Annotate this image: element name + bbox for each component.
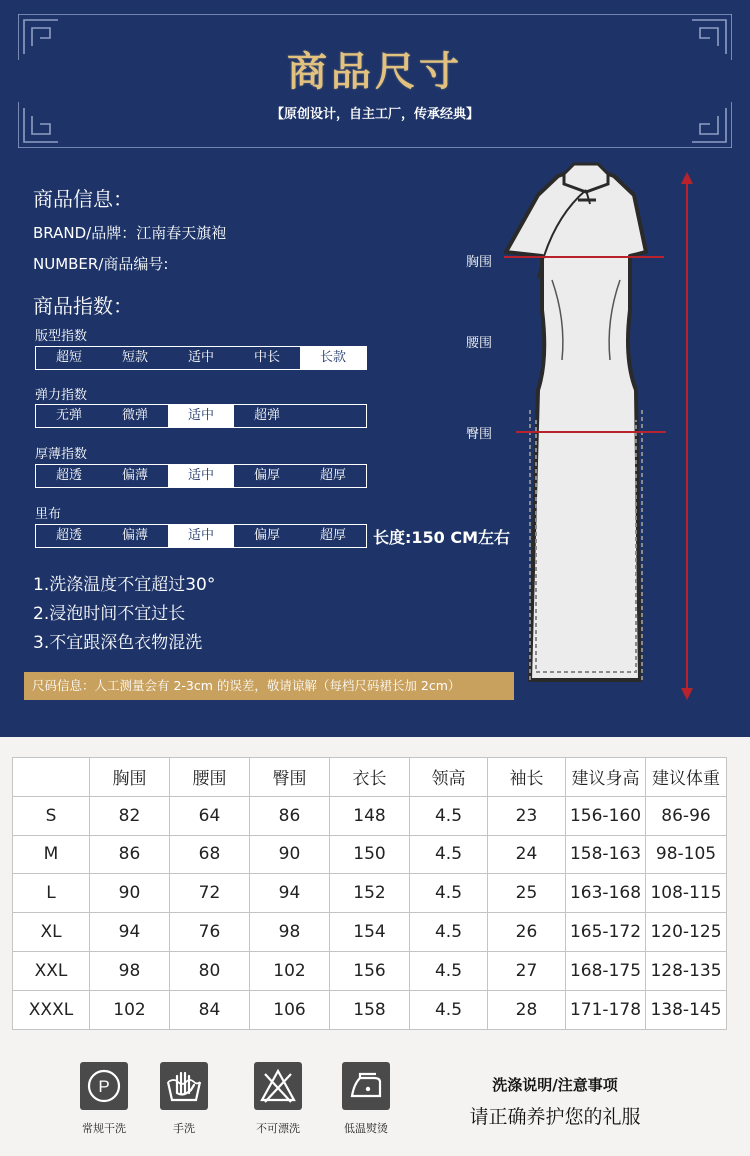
table-row [13, 796, 727, 835]
scale-option: 偏厚 [253, 528, 280, 543]
table-header-cell: 衣长 [330, 758, 410, 797]
scale-option: 偏薄 [121, 468, 148, 483]
hand-wash-icon [160, 1062, 208, 1110]
table-cell: M [13, 835, 90, 874]
scale-option-selected: 适中 [168, 405, 234, 427]
table-cell: 68 [170, 835, 250, 874]
lining-index-scale [35, 524, 367, 548]
low-iron-icon [342, 1062, 390, 1110]
care-note-item: 1.洗涤温度不宜超过30° [33, 575, 216, 595]
wash-label: 不可漂洗 [256, 1122, 300, 1135]
table-header-cell: 腰围 [170, 758, 250, 797]
table-cell: 163-168 [566, 874, 646, 913]
length-note: 长度:150 CM左右 [373, 528, 511, 547]
table-cell: 25 [488, 874, 566, 913]
table-header-cell: 领高 [410, 758, 488, 797]
table-cell: 152 [330, 874, 410, 913]
table-header-cell: 胸围 [90, 758, 170, 797]
table-cell: XL [13, 913, 90, 952]
table-cell: 94 [90, 913, 170, 952]
table-cell: 86-96 [646, 796, 727, 835]
table-cell: 27 [488, 951, 566, 990]
table-cell: 86 [90, 835, 170, 874]
table-cell: 90 [250, 835, 330, 874]
table-cell: 156-160 [566, 796, 646, 835]
page-title: 商品尺寸 [287, 49, 463, 95]
table-cell: 156 [330, 951, 410, 990]
table-cell: 28 [488, 990, 566, 1029]
table-cell: XXXL [13, 990, 90, 1029]
elasticity-index-scale [35, 404, 367, 428]
table-cell: 102 [250, 951, 330, 990]
slogan: 【原创设计，自主工厂，传承经典】 [270, 107, 479, 122]
scale-option: 超弹 [253, 408, 280, 423]
scale-option: 偏厚 [253, 468, 280, 483]
scale-option-selected: 适中 [168, 465, 234, 487]
scale-option: 中长 [253, 350, 280, 365]
size-info-bar: 尺码信息：人工测量会有 2-3cm 的误差，敬请谅解（每档尺码裙长加 2cm） [24, 672, 514, 700]
table-header-cell: 臀围 [250, 758, 330, 797]
table-cell: 150 [330, 835, 410, 874]
wash-item-hand-wash [152, 1062, 216, 1136]
scale-option: 超透 [55, 468, 82, 483]
waist-label: 腰围 [466, 336, 493, 351]
care-note-item: 2.浸泡时间不宜过长 [33, 604, 186, 624]
wash-label: 手洗 [173, 1122, 195, 1135]
scale-option: 短款 [121, 350, 148, 365]
table-cell: 148 [330, 796, 410, 835]
lining-index-label: 里布 [35, 507, 62, 522]
product-info-heading: 商品信息： [33, 187, 133, 211]
qipao-dress-illustration [496, 160, 676, 700]
table-cell: 154 [330, 913, 410, 952]
table-header-cell: 建议体重 [646, 758, 727, 797]
table-cell: 4.5 [410, 796, 488, 835]
table-cell: 64 [170, 796, 250, 835]
table-cell: 171-178 [566, 990, 646, 1029]
table-cell: XXL [13, 951, 90, 990]
table-header-cell: 建议身高 [566, 758, 646, 797]
table-cell: 138-145 [646, 990, 727, 1029]
table-cell: 72 [170, 874, 250, 913]
table-row [13, 951, 727, 990]
table-row [13, 990, 727, 1029]
scale-option: 超厚 [319, 468, 346, 483]
product-index-heading: 商品指数： [33, 294, 133, 318]
wash-item-no-bleach [246, 1062, 310, 1136]
fit-index-label: 版型指数 [35, 329, 88, 344]
table-cell: 94 [250, 874, 330, 913]
table-header-cell: 袖长 [488, 758, 566, 797]
scale-option: 无弹 [55, 408, 82, 423]
table-cell: 4.5 [410, 951, 488, 990]
table-cell: 80 [170, 951, 250, 990]
brand-text: BRAND/品牌：江南春天旗袍 [33, 224, 227, 242]
table-cell: 26 [488, 913, 566, 952]
table-cell: 76 [170, 913, 250, 952]
scale-option: 超短 [55, 350, 82, 365]
scale-option: 超厚 [319, 528, 346, 543]
table-cell: 98 [90, 951, 170, 990]
wash-label: 常规干洗 [82, 1122, 126, 1135]
scale-option: 超透 [55, 528, 82, 543]
size-table [12, 757, 727, 1030]
care-note-item: 3.不宜跟深色衣物混洗 [33, 633, 203, 653]
table-cell: 86 [250, 796, 330, 835]
scale-option-selected: 适中 [168, 525, 234, 547]
table-cell: 4.5 [410, 990, 488, 1029]
table-cell: 4.5 [410, 913, 488, 952]
scale-option: 适中 [187, 350, 214, 365]
table-header-cell [13, 758, 90, 797]
table-cell: 120-125 [646, 913, 727, 952]
table-cell: 168-175 [566, 951, 646, 990]
table-cell: 4.5 [410, 874, 488, 913]
wash-item-dry-clean [72, 1062, 136, 1136]
wash-label: 低温熨烫 [344, 1122, 388, 1135]
care-instructions-title: 洗涤说明/注意事项 [492, 1076, 618, 1094]
table-cell: 165-172 [566, 913, 646, 952]
table-cell: 4.5 [410, 835, 488, 874]
table-cell: 108-115 [646, 874, 727, 913]
hip-label: 臀围 [466, 427, 493, 442]
care-instructions-subtitle: 请正确养护您的礼服 [469, 1106, 641, 1128]
table-cell: 84 [170, 990, 250, 1029]
scale-option-selected: 长款 [300, 347, 366, 369]
svg-text:P: P [98, 1077, 110, 1096]
table-cell: S [13, 796, 90, 835]
table-cell: 24 [488, 835, 566, 874]
table-cell: 158 [330, 990, 410, 1029]
product-number: NUMBER/商品编号: [33, 255, 169, 273]
scale-option: 微弹 [121, 408, 148, 423]
table-cell: 98-105 [646, 835, 727, 874]
dry-clean-p-icon [80, 1062, 128, 1110]
table-row [13, 913, 727, 952]
table-row [13, 835, 727, 874]
wash-item-low-iron [334, 1062, 398, 1136]
scale-option-empty [300, 405, 366, 427]
table-cell: 82 [90, 796, 170, 835]
thickness-index-scale [35, 464, 367, 488]
length-arrow [675, 172, 699, 700]
scale-option: 偏薄 [121, 528, 148, 543]
elasticity-index-label: 弹力指数 [35, 388, 88, 403]
thickness-index-label: 厚薄指数 [35, 447, 88, 462]
table-cell: 128-135 [646, 951, 727, 990]
table-cell: 23 [488, 796, 566, 835]
table-header-row [13, 758, 727, 797]
table-cell: L [13, 874, 90, 913]
table-cell: 106 [250, 990, 330, 1029]
table-cell: 90 [90, 874, 170, 913]
table-row [13, 874, 727, 913]
table-cell: 158-163 [566, 835, 646, 874]
table-cell: 102 [90, 990, 170, 1029]
no-bleach-icon [254, 1062, 302, 1110]
fit-index-scale [35, 346, 367, 370]
bust-label: 胸围 [466, 255, 493, 270]
table-cell: 98 [250, 913, 330, 952]
